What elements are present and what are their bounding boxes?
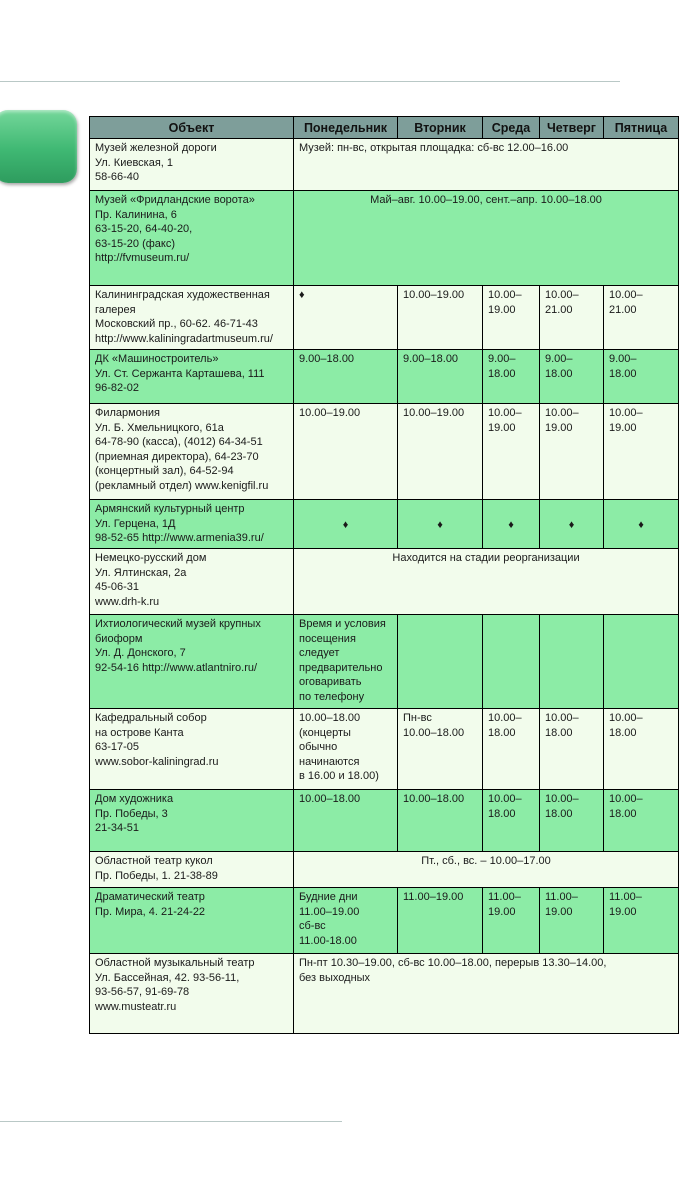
object-line: 21-34-51 bbox=[95, 822, 140, 834]
object-line: Немецко-русский дом bbox=[95, 552, 207, 564]
object-line: биоформ bbox=[95, 632, 143, 645]
schedule-cell-thursday: 10.00– 18.00 bbox=[540, 790, 604, 852]
schedule-cell-wednesday: 9.00– 18.00 bbox=[483, 350, 540, 404]
object-cell bbox=[90, 615, 294, 709]
object-line: Пр. Победы, 1. 21-38-89 bbox=[95, 869, 218, 882]
table-row bbox=[90, 954, 679, 1034]
top-divider bbox=[0, 81, 620, 82]
object-line: Ул. Герцена, 1Д bbox=[95, 517, 176, 530]
object-line: 93-56-57, 91-69-78 bbox=[95, 986, 190, 998]
object-line: Драматический театр bbox=[95, 891, 205, 903]
schedule-cell-tuesday bbox=[398, 615, 483, 709]
column-header-thursday: Четверг bbox=[540, 117, 604, 139]
schedule-cell-thursday: 10.00– 18.00 bbox=[540, 709, 604, 790]
schedule-cell-wednesday: 11.00– 19.00 bbox=[483, 888, 540, 954]
column-header-friday: Пятница bbox=[604, 117, 679, 139]
schedule-cell-monday: 10.00–19.00 bbox=[294, 404, 398, 500]
column-header-wednesday: Среда bbox=[483, 117, 540, 139]
object-line: 45-06-31 bbox=[95, 581, 140, 593]
object-line: 64-78-90 (касса), (4012) 64-34-51 bbox=[95, 436, 263, 448]
object-cell bbox=[90, 286, 294, 350]
object-line: www.musteatr.ru bbox=[95, 1000, 177, 1013]
schedule-cell-friday: 10.00– 19.00 bbox=[604, 404, 679, 500]
schedule-cell-friday: 9.00– 18.00 bbox=[604, 350, 679, 404]
object-line: (приемная директора), 64-23-70 bbox=[95, 450, 259, 463]
object-line: Областной театр кукол bbox=[95, 855, 213, 867]
schedule-cell-tuesday: 10.00–19.00 bbox=[398, 286, 483, 350]
object-line: Музей железной дороги bbox=[95, 142, 217, 154]
schedule-cell-wednesday: 10.00– 18.00 bbox=[483, 709, 540, 790]
schedule-cell-monday: 10.00–18.00 bbox=[294, 790, 398, 852]
schedule-merged-cell: Пт., сб., вс. – 10.00–17.00 bbox=[294, 852, 679, 888]
table-row bbox=[90, 615, 679, 709]
object-line: Пр. Мира, 4. 21-24-22 bbox=[95, 905, 206, 918]
schedule-merged-cell: Находится на стадии реорганизации bbox=[294, 549, 679, 615]
object-line: Областной музыкальный театр bbox=[95, 957, 255, 969]
object-line: Ул. Д. Донского, 7 bbox=[95, 647, 186, 659]
schedule-cell-thursday: 10.00– 21.00 bbox=[540, 286, 604, 350]
object-line: Армянский культурный центр bbox=[95, 503, 245, 515]
diamond-icon: ♦ bbox=[508, 518, 514, 531]
object-line: http://www.kaliningradartmuseum.ru/ bbox=[95, 332, 273, 345]
schedule-table bbox=[89, 116, 679, 1034]
object-line: Московский пр., 60-62. 46-71-43 bbox=[95, 318, 258, 330]
object-cell bbox=[90, 139, 294, 191]
schedule-cell-tuesday: 9.00–18.00 bbox=[398, 350, 483, 404]
schedule-cell-monday bbox=[294, 286, 398, 350]
object-line: Пр. Победы, 3 bbox=[95, 807, 168, 820]
schedule-cell-thursday bbox=[540, 615, 604, 709]
table-row bbox=[90, 790, 679, 852]
table-row bbox=[90, 888, 679, 954]
table-row bbox=[90, 286, 679, 350]
object-line: www.drh-k.ru bbox=[95, 595, 160, 608]
schedule-cell-monday: Время и условия посещения следует предварительно оговаривать по телефону bbox=[294, 615, 398, 709]
object-cell bbox=[90, 954, 294, 1034]
object-line: 96-82-02 bbox=[95, 382, 140, 394]
object-line: Ул. Ялтинская, 2а bbox=[95, 566, 187, 579]
schedule-cell-friday bbox=[604, 615, 679, 709]
schedule-cell-tuesday: 10.00–19.00 bbox=[398, 404, 483, 500]
object-cell bbox=[90, 549, 294, 615]
diamond-icon: ♦ bbox=[568, 518, 575, 531]
object-line: 98-52-65 http://www.armenia39.ru/ bbox=[95, 532, 264, 544]
object-cell bbox=[90, 500, 294, 549]
diamond-icon: ♦ bbox=[638, 518, 644, 531]
object-cell bbox=[90, 404, 294, 500]
schedule-cell-tuesday: Пн-вс 10.00–18.00 bbox=[398, 709, 483, 790]
table-row bbox=[90, 500, 679, 549]
schedule-cell-tuesday: 10.00–18.00 bbox=[398, 790, 483, 852]
schedule-cell-wednesday: 10.00– 19.00 bbox=[483, 404, 540, 500]
schedule-cell-friday: 10.00– 18.00 bbox=[604, 790, 679, 852]
object-cell bbox=[90, 790, 294, 852]
table-row bbox=[90, 350, 679, 404]
object-line: Ул. Киевская, 1 bbox=[95, 156, 174, 169]
schedule-cell-monday: Будние дни 11.00–19.00 сб-вс 11.00-18.00 bbox=[294, 888, 398, 954]
table-row bbox=[90, 852, 679, 888]
schedule-cell-friday: 10.00– 21.00 bbox=[604, 286, 679, 350]
object-line: (концертный зал), 64-52-94 bbox=[95, 465, 234, 477]
schedule-merged-cell: Музей: пн-вс, открытая площадка: сб-вс 12.00–16.00 bbox=[294, 139, 679, 191]
object-cell bbox=[90, 888, 294, 954]
object-line: ДК «Машиностроитель» bbox=[95, 353, 219, 365]
object-cell bbox=[90, 709, 294, 790]
object-line: Музей «Фридландские ворота» bbox=[95, 194, 255, 206]
schedule-cell-monday: 10.00–18.00 (концерты обычно начинаются в 16.00 и 18.00) bbox=[294, 709, 398, 790]
object-line: http://fvmuseum.ru/ bbox=[95, 252, 190, 264]
object-line: Калининградская художественная bbox=[95, 289, 270, 301]
diamond-icon: ♦ bbox=[299, 289, 305, 301]
object-line: www.sobor-kaliningrad.ru bbox=[95, 755, 219, 768]
object-line: 63-15-20, 64-40-20, bbox=[95, 223, 193, 235]
schedule-cell-tuesday bbox=[398, 500, 483, 549]
object-line: Ул. Ст. Сержанта Карташева, 111 bbox=[95, 367, 265, 380]
bottom-divider bbox=[0, 1121, 342, 1122]
table-row bbox=[90, 549, 679, 615]
column-header-object: Объект bbox=[90, 117, 294, 139]
schedule-cell-friday: 11.00– 19.00 bbox=[604, 888, 679, 954]
table-row bbox=[90, 709, 679, 790]
schedule-cell-wednesday bbox=[483, 615, 540, 709]
object-line: Дом художника bbox=[95, 793, 174, 805]
object-line: 92-54-16 http://www.atlantniro.ru/ bbox=[95, 661, 258, 674]
column-header-tuesday: Вторник bbox=[398, 117, 483, 139]
schedule-cell-thursday: 10.00– 19.00 bbox=[540, 404, 604, 500]
diamond-icon: ♦ bbox=[437, 518, 443, 531]
schedule-cell-wednesday bbox=[483, 500, 540, 549]
schedule-merged-cell: Пн-пт 10.30–19.00, сб-вс 10.00–18.00, перерыв 13.30–14.00, без выходных bbox=[294, 954, 679, 1034]
object-cell bbox=[90, 350, 294, 404]
schedule-cell-thursday: 11.00– 19.00 bbox=[540, 888, 604, 954]
schedule-cell-tuesday: 11.00–19.00 bbox=[398, 888, 483, 954]
object-line: Ихтиологический музей крупных bbox=[95, 618, 261, 630]
object-cell bbox=[90, 191, 294, 286]
schedule-cell-thursday: 9.00– 18.00 bbox=[540, 350, 604, 404]
schedule-cell-friday bbox=[604, 500, 679, 549]
diamond-icon: ♦ bbox=[342, 518, 349, 531]
table-row bbox=[90, 139, 679, 191]
object-line: (рекламный отдел) www.kenigfil.ru bbox=[95, 479, 269, 492]
object-line: Филармония bbox=[95, 407, 161, 419]
schedule-cell-thursday bbox=[540, 500, 604, 549]
object-line: Кафедральный собор bbox=[95, 712, 207, 724]
object-line: Ул. Бассейная, 42. 93-56-11, bbox=[95, 971, 240, 984]
section-tab-marker bbox=[0, 110, 77, 183]
object-line: галерея bbox=[95, 303, 136, 316]
object-line: на острове Канта bbox=[95, 726, 184, 739]
schedule-merged-cell: Май–авг. 10.00–19.00, сент.–апр. 10.00–18.00 bbox=[294, 191, 679, 286]
schedule-cell-wednesday: 10.00– 19.00 bbox=[483, 286, 540, 350]
column-header-monday: Понедельник bbox=[294, 117, 398, 139]
object-line: 63-15-20 (факс) bbox=[95, 237, 176, 250]
schedule-cell-friday: 10.00– 18.00 bbox=[604, 709, 679, 790]
object-cell bbox=[90, 852, 294, 888]
object-line: 63-17-05 bbox=[95, 741, 140, 753]
schedule-cell-monday bbox=[294, 500, 398, 549]
object-line: Ул. Б. Хмельницкого, 61а bbox=[95, 421, 224, 434]
table-row bbox=[90, 191, 679, 286]
schedule-cell-monday: 9.00–18.00 bbox=[294, 350, 398, 404]
table-row bbox=[90, 404, 679, 500]
object-line: Пр. Калинина, 6 bbox=[95, 208, 177, 221]
schedule-cell-wednesday: 10.00– 18.00 bbox=[483, 790, 540, 852]
object-line: 58-66-40 bbox=[95, 171, 140, 183]
